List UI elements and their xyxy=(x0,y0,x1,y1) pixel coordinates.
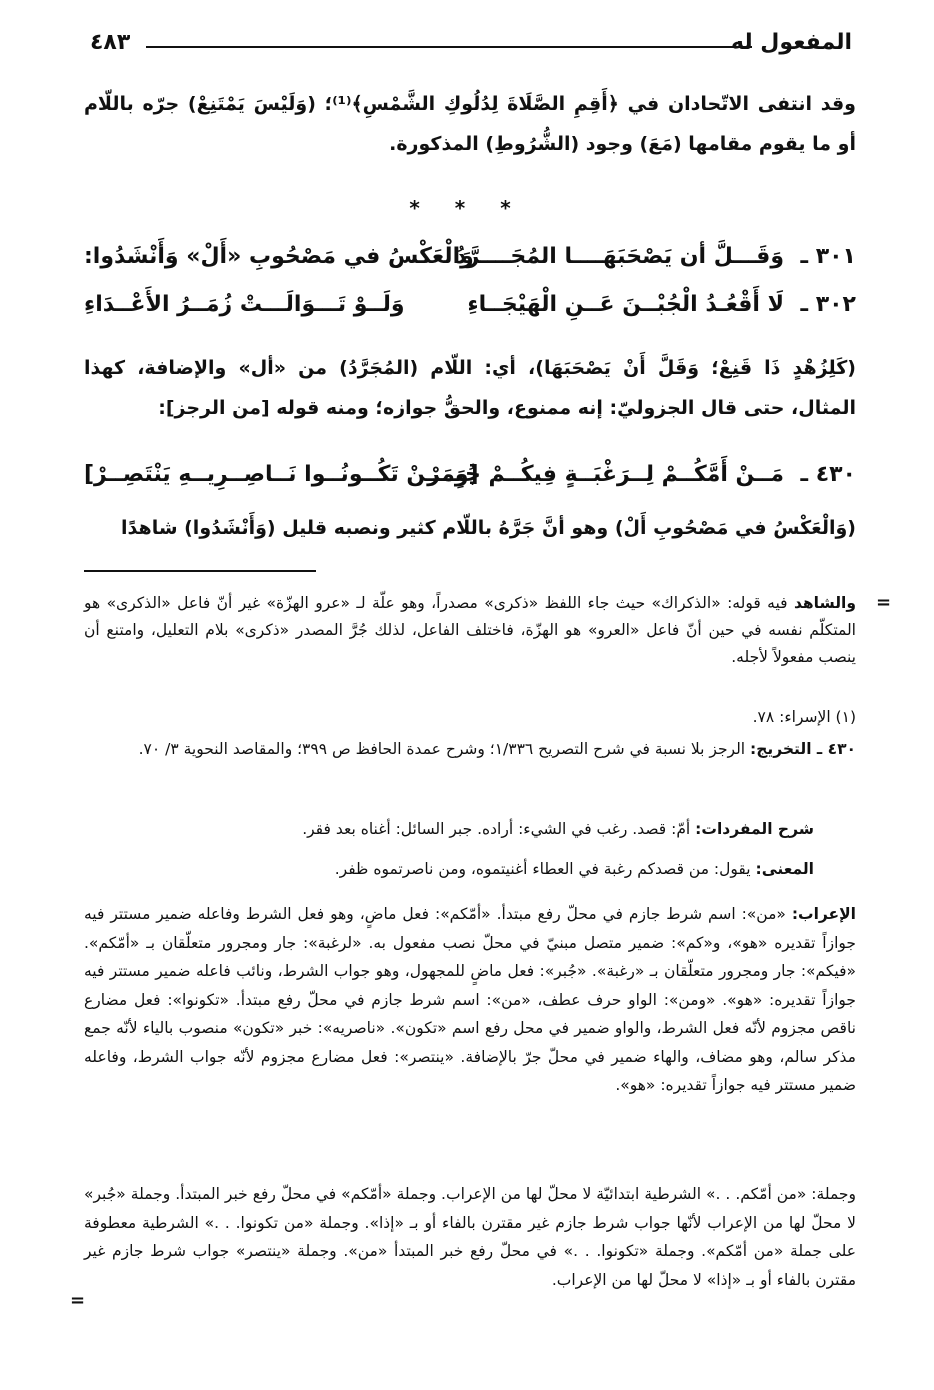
footnote-text: «من»: اسم شرط جازم في محلّ رفع مبتدأ. «أمّكم»: فعل ماضٍ، وهو فعل الشرط وفاعله ضمير مستتر فيه جوازاً تقديره «هو»، و«كم»: ضمير متصل مبنيّ في محلّ نصب مفعول به. «لرغبة»: جار ومجرور متعلّقان بـ «أمّكم». «فيكم»: جار ومجرور متعلّقان بـ «رغبة». «جُبر»: فعل ماضٍ للمجهول، وهو جواب الشرط، ونائب فاعله ضمير مستتر فيه جوازاً تقديره: «هو». «ومن»: الواو حرف عطف، «من»: اسم شرط جازم في محلّ رفع مبتدأ. «تكونوا»: فعل مضارع ناقص مجزوم لأنّه فعل الشرط، والواو ضمير في محل رفع اسم «تكون». «ناصريه»: خبر «تكون» منصوب بالياء لأنّه جمع مذكر سالم، وهو مضاف، والهاء ضمير في محلّ جرّ بالإضافة. «ينتصر»: فعل مضارع مجزوم لأنّه جواب الشرط، وفاعله ضمير مستتر فيه جوازاً تقديره: «هو». xyxy=(84,905,856,1094)
verse-first-hemistich: وَقَـــلَّ أن يَصْحَبَهَــــا المُجَــــرَّدُ xyxy=(455,244,784,269)
verse-first-hemistich: مَــنْ أَمَّكُــمْ لِــرَغْبَــةٍ فِيكُــمْ جُبِــرْ xyxy=(427,462,784,487)
verse-number: ٣٠١ ـ xyxy=(800,244,856,269)
footnote-text: يقول: من قصدكم رغبة في العطاء أغنيتموه، ومن ناصرتموه ظفر. xyxy=(334,860,756,878)
page-number: ٤٨٣ xyxy=(90,30,131,55)
verse-number: ٤٣٠ ـ xyxy=(800,462,856,487)
chapter-title: المفعول له xyxy=(731,30,852,55)
verse-number: ٣٠٢ ـ xyxy=(800,292,856,317)
page-header xyxy=(90,26,852,60)
footnote-meaning xyxy=(84,856,814,883)
footnote-sentences: وجملة: «من أمّكم. . .» الشرطية ابتدائيّة لا محلّ لها من الإعراب. وجملة «أمّكم» في محلّ رفع خبر المبتدأ. وجملة «جُبر» لا محلّ لها من الإعراب لأنّها جواب شرط جازم غير مقترن بالفاء أو بـ «إذا». وجملة «من تكونوا. . .» الشرطية معطوفة على جملة «من أمّكم». وجملة «تكونوا. . .» في محلّ رفع خبر المبتدأ «من». وجملة «ينتصر» جواب شرط جازم غير مقترن بالفاء أو بـ «إذا» لا محلّ لها من الإعراب. xyxy=(84,1185,856,1289)
footnote-text: فيه قوله: «الذكراك» حيث جاء اللفظ «ذكرى» مصدراً، وهو علّة لـ «عرو الهزّة» غير أنّ فاعل «الذكرى» هو المتكلّم نفسه في حين أنّ فاعل «العرو» هو الهزّة، فاختلف الفاعل، لذلك جُرَّ المصدر «ذكرى» بلام التعليل، وامتنع أن ينصب مفعولاً لأجله. xyxy=(84,594,856,666)
verse-301 xyxy=(84,238,856,282)
verse-second-hemistich: وَلَــوْ تَـــوَالَـــتْ زُمَــرُ الأَعْــدَاءِ xyxy=(84,292,405,317)
verse-first-hemistich: لَا أَقْعُـدُ الْجُبْــنَ عَــنِ الْهَيْجَــاءِ xyxy=(467,292,784,317)
footnote-label: الإعراب: xyxy=(791,905,856,923)
footnote-rule xyxy=(84,570,316,572)
footnote-text: أمّ: قصد. رغب في الشيء: أراده. جبر السائل: أغناه بعد فقر. xyxy=(302,820,696,838)
footnote-label: والشاهد xyxy=(793,594,856,612)
footnote-takhrij xyxy=(84,736,856,763)
verse-430 xyxy=(84,456,856,500)
paragraph-2: (كَلِزُهْدٍ ذَا قَنِعْ؛ وَقَلَّ أَنْ يَصْحَبَهَا)، أي: اللّام (المُجَرَّدُ) من «أل» والإضافة، كهذا المثال، حتى قال الجزوليّ: إنه ممنوع، والحقُّ جوازه؛ ومنه قوله [من الرجز]: xyxy=(84,357,856,419)
paragraph-1: وقد انتفى الاتّحادان في ﴿أَقِمِ الصَّلَاةَ لِدُلُوكِ الشَّمْسِ﴾⁽¹⁾؛ (وَلَيْسَ يَمْتَنِعْ) جرّه باللّام أو ما يقوم مقامها (مَعَ) وجود (الشُّرُوطِ) المذكورة. xyxy=(84,93,856,155)
footnote-label: المعنى: xyxy=(755,860,814,878)
verse-302 xyxy=(84,286,856,330)
footnote-label: ٤٣٠ ـ التخريج: xyxy=(750,740,856,758)
footnote-text: الرجز بلا نسبة في شرح التصريح ١/٣٣٦؛ وشرح عمدة الحافظ ص ٣٩٩؛ والمقاصد النحوية ٣/ ٧٠. xyxy=(138,740,751,758)
footnote-shahid xyxy=(84,590,856,671)
header-rule xyxy=(146,46,752,48)
footnote-vocabulary xyxy=(84,816,814,843)
paragraph-3: (وَالْعَكْسُ في مَصْحُوبِ أَلْ) وهو أنَّ جَرَّهُ باللّام كثير ونصبه قليل (وَأَنْشَدُوا) شاهدًا xyxy=(121,517,856,539)
verse-second-hemistich: [وَمَــنْ تَكُــونُــوا نَــاصِــرِيــهِ يَنْتَصِــرْ] xyxy=(84,462,479,487)
continuation-mark-bottom: = xyxy=(70,1290,86,1311)
footnote-label: شرح المفردات: xyxy=(695,820,814,838)
continuation-mark-top: = xyxy=(876,592,892,613)
section-separator: * * * xyxy=(409,196,525,220)
verse-second-hemistich: وَالْعَكْسُ في مَصْحُوبِ «أَلْ» وَأَنْشَدُوا: xyxy=(84,244,474,269)
footnote-irab xyxy=(84,900,856,1100)
footnote-1: (١) الإسراء: ٧٨. xyxy=(752,708,856,726)
